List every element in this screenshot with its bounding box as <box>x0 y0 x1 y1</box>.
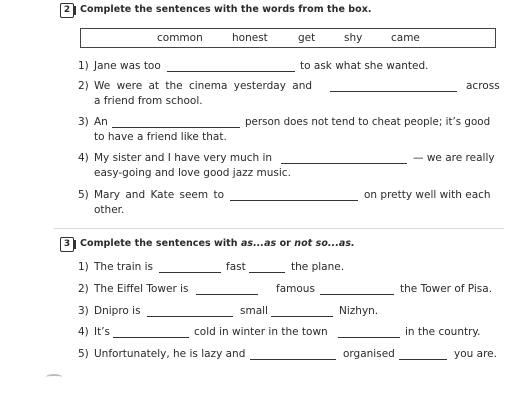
item-number: 3) <box>78 116 89 128</box>
heading-text: Complete the sentences with <box>80 238 241 249</box>
exercise-number-badge: 3 <box>60 237 74 252</box>
answer-blank[interactable] <box>147 316 233 317</box>
item-number: 1) <box>78 261 89 273</box>
sentence-text: you are. <box>454 348 497 360</box>
item-number: 1) <box>78 60 89 72</box>
item-number: 4) <box>78 326 89 338</box>
sentence-text: Nizhyn. <box>339 305 379 317</box>
item-number: 2) <box>78 283 89 295</box>
sentence-text: across <box>466 80 500 92</box>
item-number: 3) <box>78 305 89 317</box>
sentence-text: in the country. <box>405 326 481 338</box>
answer-blank[interactable] <box>271 316 333 317</box>
sentence-text: person does not tend to cheat people; it’s good <box>245 116 491 128</box>
word-box-item: honest <box>232 32 268 44</box>
answer-blank[interactable] <box>250 359 336 360</box>
sentence-text: The Eiffel Tower is <box>94 283 189 295</box>
answer-blank[interactable] <box>159 272 221 273</box>
section-divider <box>54 228 504 229</box>
sentence-text: fast <box>226 261 246 273</box>
sentence-text: My sister and I have very much in <box>94 152 273 164</box>
sentence-text: We were at the cinema yesterday and <box>94 80 313 92</box>
answer-blank[interactable] <box>330 91 457 92</box>
answer-blank[interactable] <box>338 337 400 338</box>
answer-blank[interactable] <box>249 272 285 273</box>
item-number: 4) <box>78 152 89 164</box>
word-box-item: get <box>298 32 316 44</box>
item-number: 5) <box>78 348 89 360</box>
sentence-text: the plane. <box>291 261 345 273</box>
sentence-text: a friend from school. <box>94 95 203 107</box>
answer-blank[interactable] <box>320 294 394 295</box>
sentence-text: small <box>240 305 268 317</box>
item-number: 2) <box>78 80 89 92</box>
sentence-text: The train is <box>94 261 154 273</box>
answer-blank[interactable] <box>399 359 447 360</box>
heading-text: or <box>276 238 295 249</box>
sentence-text: Mary and Kate seem to <box>94 189 225 201</box>
word-box-item: common <box>157 32 203 44</box>
heading-structure: not so...as. <box>294 238 355 249</box>
exercise-heading: Complete the sentences with the words from the box. <box>80 4 372 15</box>
sentence-text: to ask what she wanted. <box>300 60 429 72</box>
sentence-text: Unfortunately, he is lazy and <box>94 348 246 360</box>
sentence-text: the Tower of Pisa. <box>400 283 493 295</box>
answer-blank[interactable] <box>196 294 258 295</box>
answer-blank[interactable] <box>167 71 295 72</box>
exercise-heading <box>80 238 355 249</box>
heading-structure: as...as <box>240 238 277 249</box>
word-box-item: came <box>391 32 420 44</box>
exercise-number-badge: 2 <box>60 3 74 18</box>
item-number: 5) <box>78 189 89 201</box>
sentence-text: cold in winter in the town <box>194 326 328 338</box>
sentence-text: famous <box>276 283 315 295</box>
answer-blank[interactable] <box>281 163 407 164</box>
page-curl-mark <box>46 374 62 380</box>
sentence-text: Jane was too <box>94 60 161 72</box>
word-box <box>80 28 496 48</box>
sentence-text: An <box>94 116 108 128</box>
sentence-text: easy-going and love good jazz music. <box>94 167 291 179</box>
answer-blank[interactable] <box>230 200 358 201</box>
sentence-text: to have a friend like that. <box>94 131 227 143</box>
sentence-text: other. <box>94 204 125 216</box>
word-box-item: shy <box>344 32 363 44</box>
sentence-text: on pretty well with each <box>364 189 491 201</box>
answer-blank[interactable] <box>113 337 189 338</box>
answer-blank[interactable] <box>112 127 240 128</box>
sentence-text: It’s <box>94 326 111 338</box>
sentence-text: — we are really <box>413 152 495 164</box>
sentence-text: Dnipro is <box>94 305 141 317</box>
sentence-text: organised <box>343 348 395 360</box>
